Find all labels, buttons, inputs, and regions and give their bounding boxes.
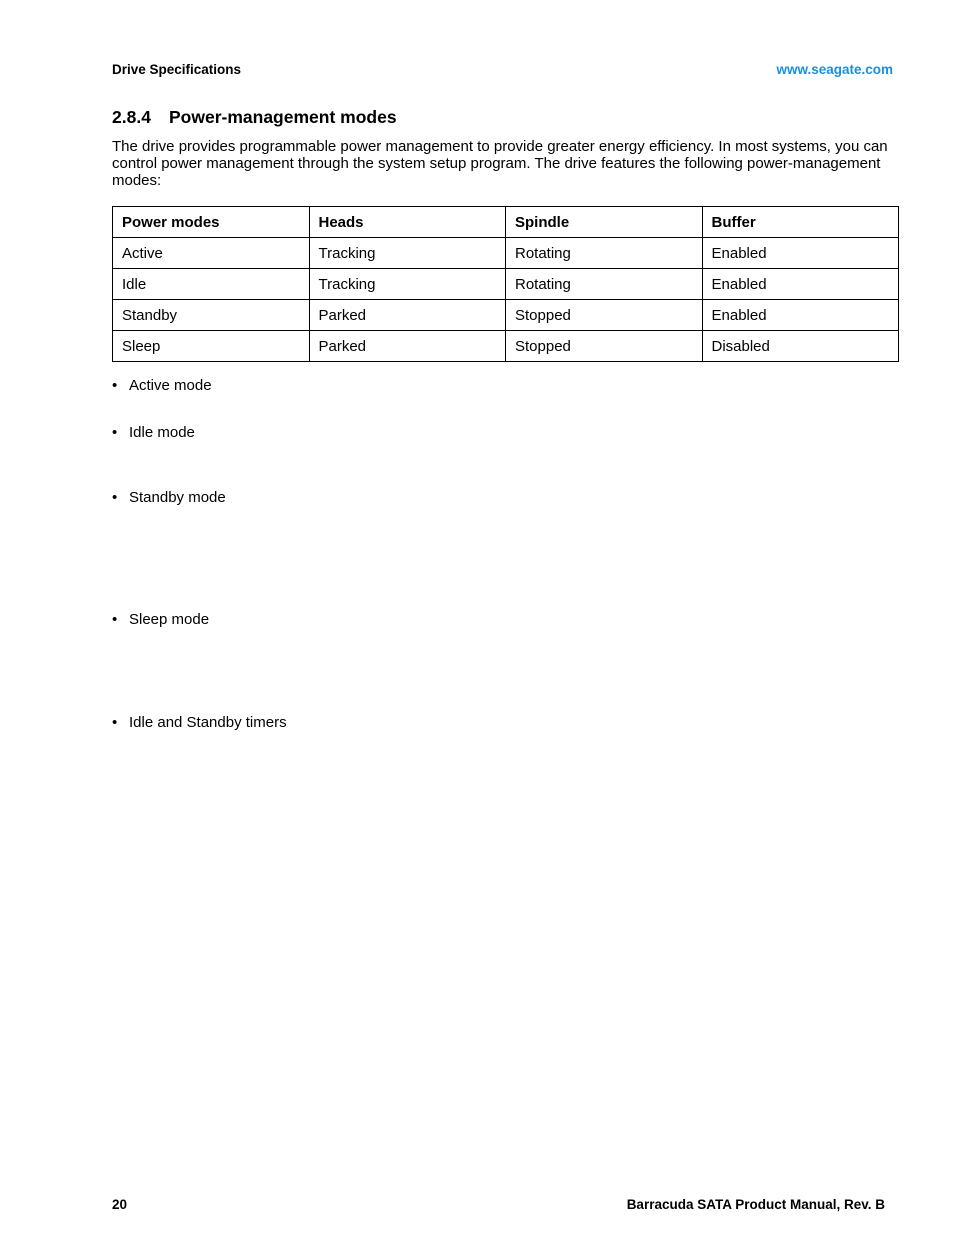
bullet-idle-mode bbox=[112, 424, 195, 441]
document-title: Barracuda SATA Product Manual, Rev. B bbox=[626, 1197, 885, 1212]
header-spindle: Spindle bbox=[506, 207, 703, 238]
section-heading bbox=[112, 107, 397, 128]
bullet-standby-mode bbox=[112, 489, 226, 506]
cell-buffer: Enabled bbox=[702, 300, 899, 331]
cell-heads: Parked bbox=[309, 331, 506, 362]
bullet-marker: • bbox=[112, 424, 118, 441]
table-row bbox=[113, 238, 899, 269]
header-power-modes: Power modes bbox=[113, 207, 310, 238]
cell-spindle: Rotating bbox=[506, 238, 703, 269]
header-buffer: Buffer bbox=[702, 207, 899, 238]
table-header-row bbox=[113, 207, 899, 238]
cell-heads: Tracking bbox=[309, 238, 506, 269]
cell-buffer: Enabled bbox=[702, 269, 899, 300]
cell-power-mode: Active bbox=[113, 238, 310, 269]
cell-power-mode: Idle bbox=[113, 269, 310, 300]
bullet-marker: • bbox=[112, 377, 118, 394]
bullet-text: Idle and Standby timers bbox=[129, 714, 287, 731]
bullet-marker: • bbox=[112, 489, 118, 506]
section-number: 2.8.4 bbox=[112, 107, 151, 127]
cell-buffer: Enabled bbox=[702, 238, 899, 269]
table-row bbox=[113, 300, 899, 331]
cell-power-mode: Standby bbox=[113, 300, 310, 331]
intro-paragraph: The drive provides programmable power management to provide greater energy efficiency. In most systems, you can control power management through the system setup program. The drive features the following power-management modes: bbox=[112, 138, 888, 189]
table-row bbox=[113, 269, 899, 300]
bullet-text: Idle mode bbox=[129, 424, 195, 441]
bullet-text: Standby mode bbox=[129, 489, 226, 506]
cell-spindle: Stopped bbox=[506, 331, 703, 362]
cell-buffer: Disabled bbox=[702, 331, 899, 362]
header-heads: Heads bbox=[309, 207, 506, 238]
power-modes-table bbox=[112, 206, 899, 362]
cell-spindle: Stopped bbox=[506, 300, 703, 331]
bullet-text: Active mode bbox=[129, 377, 212, 394]
page-number: 20 bbox=[112, 1197, 128, 1212]
bullet-marker: • bbox=[112, 714, 118, 731]
bullet-idle-standby-timers bbox=[112, 714, 287, 731]
cell-heads: Tracking bbox=[309, 269, 506, 300]
website-link[interactable]: www.seagate.com bbox=[776, 62, 893, 77]
bullet-active-mode bbox=[112, 377, 212, 394]
running-header-section: Drive Specifications bbox=[112, 62, 242, 77]
bullet-text: Sleep mode bbox=[129, 611, 210, 628]
table-row bbox=[113, 331, 899, 362]
bullet-sleep-mode bbox=[112, 611, 209, 628]
cell-power-mode: Sleep bbox=[113, 331, 310, 362]
bullet-marker: • bbox=[112, 611, 118, 628]
cell-spindle: Rotating bbox=[506, 269, 703, 300]
section-title: Power-management modes bbox=[169, 107, 397, 127]
cell-heads: Parked bbox=[309, 300, 506, 331]
